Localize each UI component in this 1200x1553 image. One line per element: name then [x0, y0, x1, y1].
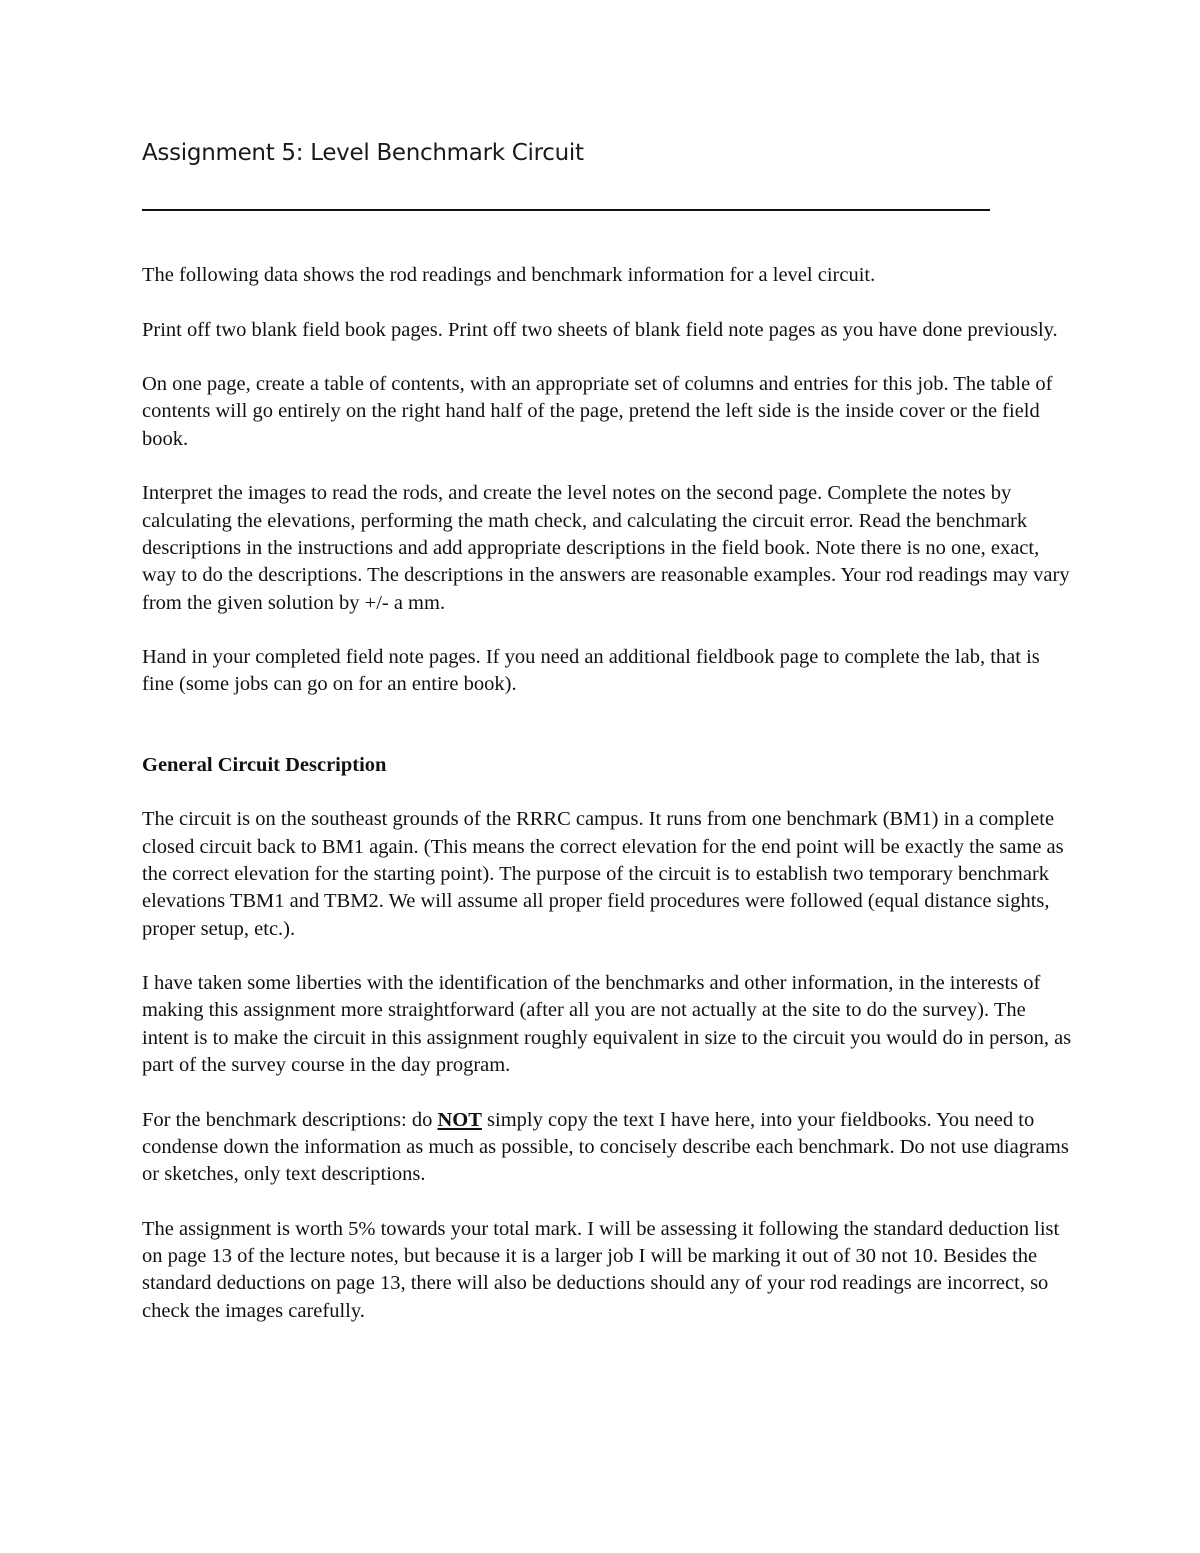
intro-paragraph-3: On one page, create a table of contents, with an appropriate set of columns and entries for this job. The table of contents will go entirely on the right hand half of the page, pretend the left side is the inside cover or the field book.	[142, 373, 1053, 450]
title-rule	[142, 209, 990, 211]
intro-paragraph-1: The following data shows the rod readings and benchmark information for a level circuit.	[142, 264, 876, 286]
descriptions-note-before: For the benchmark descriptions: do	[142, 1108, 438, 1131]
section-paragraph-1: The circuit is on the southeast grounds of the RRRC campus. It runs from one benchmark (BM1) in a complete closed circuit back to BM1 again. (This means the correct elevation for the end point will be exactly the same as the correct elevation for the starting point). The purpose of the circuit is to establish two temporary benchmark elevations TBM1 and TBM2. We will assume all proper field procedures were followed (equal distance sights, proper setup, etc.).	[142, 808, 1064, 940]
intro-paragraph-2: Print off two blank field book pages. Print off two sheets of blank field note pages as you have done previously.	[142, 318, 1058, 341]
section-paragraph-2: I have taken some liberties with the identification of the benchmarks and other information, in the interests of making this assignment more straightforward (after all you are not actually at the site to do the survey). The intent is to make the circuit in this assignment roughly equivalent in size to the circuit you would do in person, as part of the survey course in the day program.	[142, 972, 1072, 1077]
descriptions-note-emphasis: NOT	[437, 1108, 482, 1131]
document-title: Assignment 5: Level Benchmark Circuit	[142, 140, 584, 166]
intro-paragraph-4: Interpret the images to read the rods, and create the level notes on the second page. Complete the notes by calculating the elevations, performing the math check, and calculating the circuit error. Read the benchmark descriptions in the instructions and add appropriate descriptions in the field book. Note there is no one, exact, way to do the descriptions. The descriptions in the answers are reasonable examples. Your rod readings may vary from the given solution by +/- a mm.	[142, 482, 1070, 614]
document-body	[142, 262, 1072, 1352]
descriptions-note-paragraph	[142, 1107, 1072, 1189]
section-heading: General Circuit Description	[142, 753, 387, 776]
intro-paragraph-5: Hand in your completed field note pages. If you need an additional fieldbook page to complete the lab, that is fine (some jobs can go on for an entire book).	[142, 646, 1040, 696]
closing-paragraph: The assignment is worth 5% towards your total mark. I will be assessing it following the standard deduction list on page 13 of the lecture notes, but because it is a larger job I will be marking it out of 30 not 10. Besides the standard deductions on page 13, there will also be deductions should any of your rod readings are incorrect, so check the images carefully.	[142, 1217, 1060, 1322]
descriptions-note-after: simply copy the text I have here, into your fieldbooks. You need to condense down the information as much as possible, to concisely describe each benchmark. Do not use diagrams or sketches, only text descriptions.	[142, 1108, 1069, 1186]
